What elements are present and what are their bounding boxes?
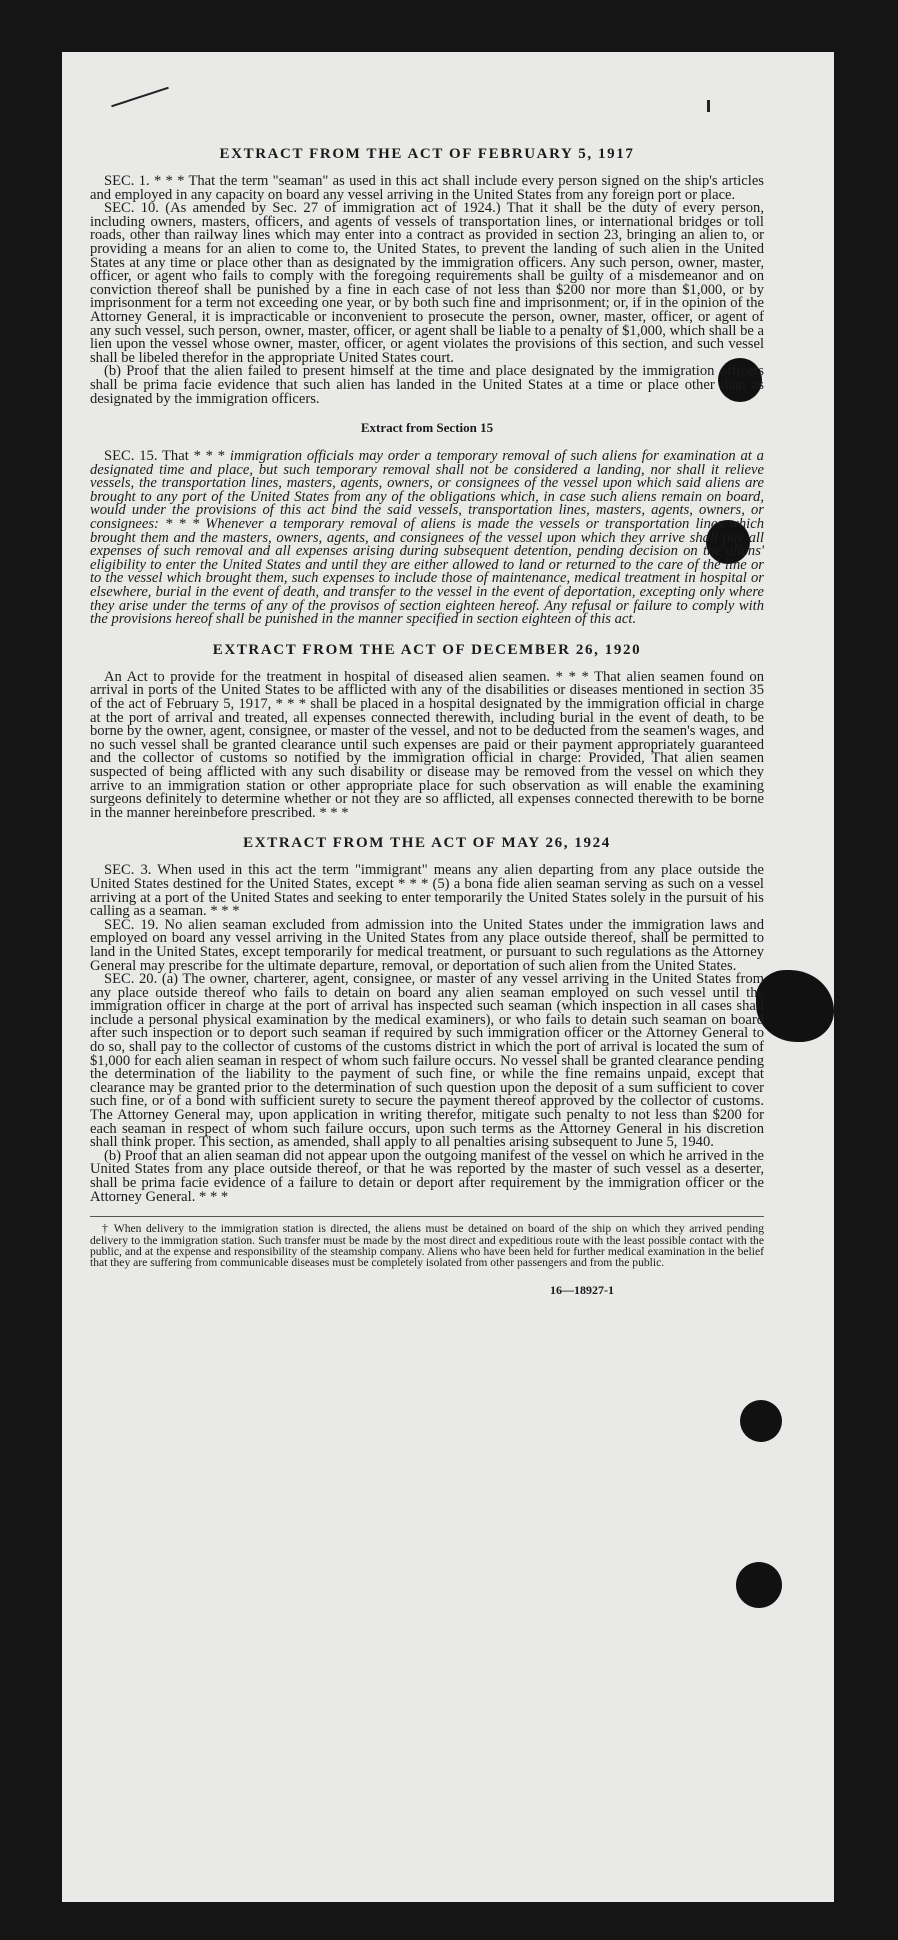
document-text (90, 145, 764, 1298)
paragraph-1920: An Act to provide for the treatment in hospital of diseased alien seamen. * * * That alien seamen found on arrival in ports of the United States to be afflicted with any of the disabilities or diseases mentioned in section 35 of the act of February 5, 1917, * * * shall be placed in a hospital designated by the immigration official in charge at the port of arrival and treated, all expenses connected therewith, including burial in the event of death, to be borne by the owner, agent, consignee, or master of the vessel, and not to be deducted from the seamen's wages, and no such vessel shall be granted clearance until such expenses are paid or their payment appropriately guaranteed and the collector of customs so notified by the immigration official in charge: Provided, That alien seamen suspected of being afflicted with any such disability or disease may be removed from the vessel on which they arrive to an immigration station or other appropriate place for such observation as will enable the examining surgeons definitely to determine whether or not they are so afflicted, all expenses connected therewith to be borne in the manner hereinbefore prescribed. * * * (90, 668, 764, 821)
section-15-lead: SEC. 15. That * * * (104, 448, 226, 465)
paragraph-1924-sec20b: (b) Proof that an alien seaman did not appear upon the outgoing manifest of the vessel on which he arrived in the United States from any place outside thereof, or that he was reported by the master of such vessel as a deserter, shall be prima facie evidence of a failure to detain or deport after requirement by the immigration officer or the Attorney General. * * * (90, 1147, 764, 1205)
paragraph-section-15 (90, 450, 764, 627)
paragraph-1917-sec1: SEC. 1. * * * That the term "seaman" as used in this act shall include every person signed on the ship's articles and employed in any capacity on board any vessel arriving in the United States from any foreign port or place. (90, 173, 764, 203)
heading-act-1917: EXTRACT FROM THE ACT OF FEBRUARY 5, 1917 (219, 146, 635, 162)
form-number: 16—18927-1 (550, 1282, 614, 1297)
footnote (90, 1216, 764, 1269)
paragraph-1917-sec10: SEC. 10. (As amended by Sec. 27 of immigration act of 1924.) That it shall be the duty of every person, including owners, masters, officers, and agents of vessels of transportation lines, or international bridges or toll roads, other than railway lines which may enter into a contract as provided in section 23, bringing an alien to, or providing a means for an alien to come to, the United States, to prevent the landing of such alien in the United States at any time or place other than as designated by the immigration officers. Any such person, owner, master, officer, or agent who fails to comply with the foregoing requirements shall be guilty of a misdemeanor and on conviction thereof shall be punished by a fine in each case of not less than $200 nor more than $1,000, or by imprisonment for a term not exceeding one year, or by both such fine and imprisonment; or, if in the opinion of the Attorney General, it is impracticable or inconvenient to prosecute the person, owner, master, officer, or agent of any such vessel, such person, owner, master, officer, or agent shall be liable to a penalty of $1,000, which shall be a lien upon the vessel whose owner, master, officer, or agent violates the provisions of this section, and such vessel shall be libeled therefor in the appropriate United States court. (90, 200, 764, 366)
subheading-section-15: Extract from Section 15 (360, 420, 494, 436)
ink-blot (740, 1400, 782, 1442)
section-15-italic-text: immigration officials may order a temporary removal of such aliens for examination at a designated time and place, but such temporary removal shall not be considered a landing, nor shall it relieve vessels, the transportation lines, masters, agents, owners, or consignees of the vessel upon which said aliens are brought to any port of the United States from any of the obligations which, in case such aliens remain on board, would under the provisions of this act bind the said vessels, transportation lines, masters, agents, owners, or consignees: * * * Whenever a temporary removal of aliens is made the vessels or transportation lines which brought them and the masters, owners, agents, and consignees of the vessel upon which they arrive shall pay all expenses of such removal and all expenses arising during subsequent detention, pending decision on the aliens' eligibility to enter the United States and until they are either allowed to land or returned to the care of the line or to the vessel which brought them, such expenses to include those of maintenance, medical treatment in hospital or elsewhere, burial in the event of death, and transfer to the vessel in the event of deportation, excepting only where they arise under the terms of any of the provisos of section eighteen hereof. Any refusal or failure to comply with the provisions hereof shall be punished in the manner specified in section eighteen of this act. (90, 448, 764, 628)
ink-blot (756, 970, 834, 1042)
paragraph-1924-sec3: SEC. 3. When used in this act the term "immigrant" means any alien departing from any place outside the United States destined for the United States, except * * * (5) a bona fide alien seaman serving as such on a vessel arriving at a port of the United States and seeking to enter temporarily the United States solely in the pursuit of his calling as a seaman. * * * (90, 862, 764, 920)
paragraph-1924-sec20: SEC. 20. (a) The owner, charterer, agent, consignee, or master of any vessel arriving in the United States from any place outside thereof who fails to detain on board any alien seaman employed on such vessel until the immigration officer in charge at the port of arrival has inspected such seaman (which inspection in all cases shall include a personal physical examination by the medical examiners), or who fails to detain such seaman on board after such inspection or to deport such seaman if required by such immigration officer or the Attorney General to do so, shall pay to the collector of customs of the customs district in which the port of arrival is located the sum of $1,000 for each alien seaman in respect of whom such failure occurs. No vessel shall be granted clearance pending the determination of the liability to the payment of such fine, or while the fine remains unpaid, except that clearance may be granted prior to the determination of such question upon the deposit of a sum sufficient to cover such fine, or of a bond with sufficient surety to secure the payment thereof approved by the collector of customs. The Attorney General may, upon application in writing therefor, mitigate such penalty to not less than $200 for each seaman in respect of whom such failure occurs, upon such terms as the Attorney General in his discretion shall think proper. This section, as amended, shall apply to all penalties arising subsequent to June 5, 1940. (90, 971, 764, 1151)
footnote-text: † When delivery to the immigration station is directed, the aliens must be detained on board of the ship on which they arrived pending delivery to the immigration station. Such transfer must be made by the most direct and expeditious route with the least possible contact with the public, and at the expense and responsibility of the steamship company. Aliens who have been held for further medical examination in the belief that they are suffering from communicable diseases must be completely isolated from other passengers and from the public. (90, 1222, 764, 1270)
stray-mark (707, 100, 710, 112)
ink-blot (736, 1562, 782, 1608)
paragraph-1917-sec10b: (b) Proof that the alien failed to present himself at the time and place designated by the immigration officers shall be prima facie evidence that such alien has landed in the United States at a time or place other than as designated by the immigration officers. (90, 363, 764, 407)
heading-act-1924: EXTRACT FROM THE ACT OF MAY 26, 1924 (243, 835, 611, 852)
stray-mark (111, 87, 169, 107)
heading-act-1920: EXTRACT FROM THE ACT OF DECEMBER 26, 1920 (212, 641, 642, 658)
paragraph-1924-sec19: SEC. 19. No alien seaman excluded from admission into the United States under the immigration laws and employed on board any vessel arriving in the United States from any place outside thereof, shall be permitted to land in the United States, except temporarily for medical treatment, or pursuant to such regulations as the Attorney General may prescribe for the ultimate departure, removal, or deportation of such alien from the United States. (90, 916, 764, 974)
